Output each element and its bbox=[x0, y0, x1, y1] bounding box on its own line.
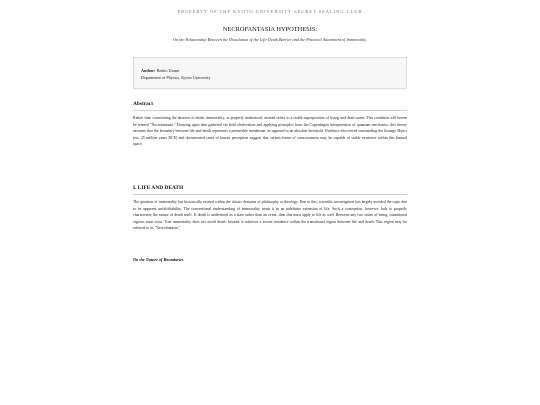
section-text-life-and-death: The question of immortality has historically existed within the classic domains of philosophy or theology. Due to this, scientific investigation has largely avoided the topic due to its apparent unfalsifiability. The conventional understanding of immortality treats it as an indefinite extension of life. Such a conception, however, fails to properly characterize the nature of death itself. If death is understood as a state rather than an event, then this must apply to life as well. Between any two states of being, transitional regions must exist. True immortality does not avoid death. Instead, it achieves a secure residence within the transitional region between life and death. This region may be referred to as "Necrofantasia." bbox=[133, 200, 407, 231]
section-rule bbox=[133, 194, 407, 195]
abstract-rule bbox=[133, 110, 407, 111]
author-label: Author: bbox=[141, 68, 156, 73]
paper-subtitle: On the Relationship Between the Dissolution of the Life-Death Barrier and the Practical Attainment of Immortality. bbox=[173, 37, 367, 42]
paper-title: NECROFANTASIA HYPOTHESIS: bbox=[222, 26, 318, 33]
section-heading-life-and-death: I. LIFE AND DEATH bbox=[133, 185, 184, 191]
author-line bbox=[141, 67, 399, 74]
abstract-heading: Abstract bbox=[133, 101, 154, 107]
abstract-text: Rather than constituting the absence of death, immortality, as properly understood, instead refers to a stable superposition of living and dead states. This condition will herein be termed "Necrofantasia." Drawing upon data gathered via field observation and applying principles from the Copenhagen interpretation of quantum mechanics, this theory assumes that the boundary between life and death represents a permeable membrane, as opposed to an absolute threshold. Evidence discovered surrounding the Izanagi Object (est. 25 million years BCE) and documented cases of barrier perception suggest that certain forms of consciousness may be capable of stable existence within this liminal space. bbox=[133, 116, 407, 147]
subsection-heading-boundaries: On the Nature of Boundaries bbox=[133, 257, 184, 262]
running-head: PROPERTY OF THE KYOTO UNIVERSITY SECRET SEALING CLUB bbox=[177, 9, 363, 14]
author-name: Renko Usami bbox=[156, 68, 180, 73]
author-box bbox=[133, 57, 407, 89]
author-affiliation: Department of Physics, Kyoto University bbox=[141, 75, 211, 80]
